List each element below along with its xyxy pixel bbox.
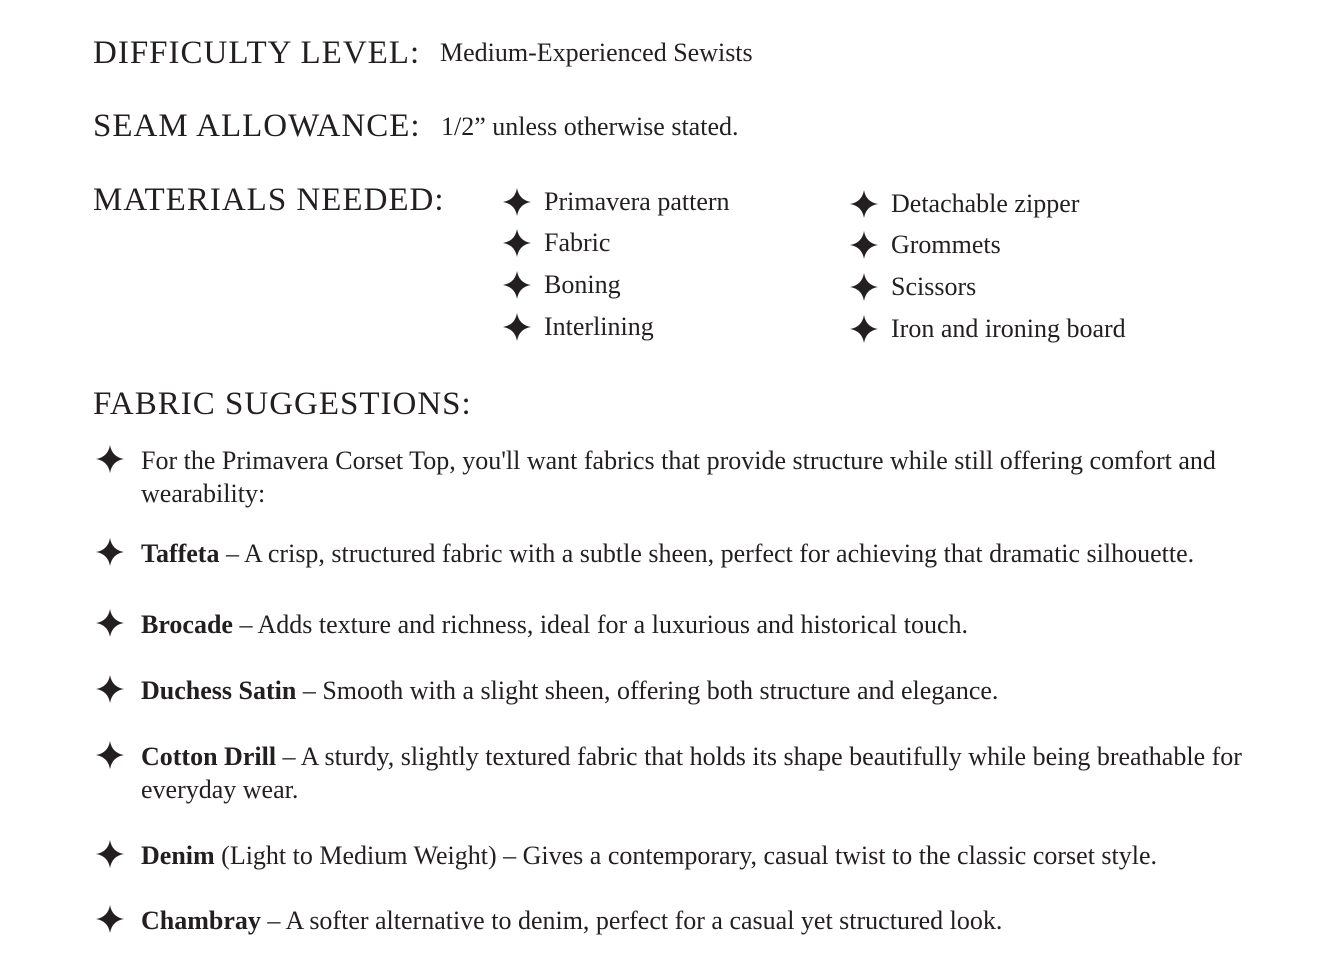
- list-item: [502, 266, 621, 304]
- list-item: [95, 674, 1325, 707]
- fabric-intro-text: For the Primavera Corset Top, you'll want fabrics that provide structure while still offering comfort and wearability:: [141, 446, 1216, 508]
- fabric-suggestions-label: FABRIC SUGGESTIONS:: [93, 386, 472, 422]
- star-bullet-icon: [502, 312, 532, 342]
- star-bullet-icon: [849, 272, 879, 302]
- list-item: [95, 740, 1325, 806]
- star-bullet-icon: [502, 228, 532, 258]
- difficulty-value: Medium-Experienced Sewists: [440, 38, 753, 67]
- list-item: [502, 224, 610, 262]
- star-bullet-icon: [849, 230, 879, 260]
- list-item: [502, 308, 654, 346]
- star-bullet-icon: [95, 674, 125, 704]
- star-bullet-icon: [95, 904, 125, 934]
- material-item-label: Interlining: [544, 312, 654, 341]
- material-item-label: Grommets: [891, 230, 1001, 259]
- fabric-name: Chambray: [141, 906, 261, 935]
- star-bullet-icon: [849, 189, 879, 219]
- fabric-name: Taffeta: [141, 539, 220, 568]
- material-item-label: Fabric: [544, 228, 611, 257]
- fabric-description: – A sturdy, slightly textured fabric that holds its shape beautifully while being breathable for everyday wear.: [141, 742, 1242, 804]
- materials-label: MATERIALS NEEDED:: [93, 182, 445, 218]
- list-item: [502, 183, 730, 221]
- seam-allowance-value: 1/2” unless otherwise stated.: [441, 112, 739, 141]
- fabric-description: – A softer alternative to denim, perfect for a casual yet structured look.: [260, 906, 1003, 935]
- fabric-name: Cotton Drill: [141, 742, 277, 771]
- list-item: [849, 310, 1126, 348]
- star-bullet-icon: [95, 444, 125, 474]
- list-item: [95, 608, 1325, 641]
- list-item: [95, 904, 1325, 937]
- material-item-label: Scissors: [891, 272, 977, 301]
- star-bullet-icon: [95, 608, 125, 638]
- fabric-description: – Smooth with a slight sheen, offering both structure and elegance.: [296, 676, 999, 705]
- star-bullet-icon: [502, 270, 532, 300]
- material-item-label: Detachable zipper: [891, 189, 1080, 218]
- fabric-name: Duchess Satin: [141, 676, 297, 705]
- star-bullet-icon: [95, 740, 125, 770]
- list-item: [849, 185, 1079, 223]
- star-bullet-icon: [95, 537, 125, 567]
- material-item-label: Primavera pattern: [544, 187, 730, 216]
- seam-allowance-label: SEAM ALLOWANCE:: [93, 108, 421, 144]
- list-item: [849, 268, 976, 306]
- list-item: [95, 839, 1325, 872]
- fabric-description: (Light to Medium Weight) – Gives a contemporary, casual twist to the classic corset style.: [214, 841, 1158, 870]
- fabric-description: – Adds texture and richness, ideal for a luxurious and historical touch.: [232, 610, 968, 639]
- fabric-intro: [95, 444, 1325, 510]
- list-item: [849, 226, 1001, 264]
- star-bullet-icon: [849, 314, 879, 344]
- difficulty-label: DIFFICULTY LEVEL:: [93, 35, 421, 71]
- material-item-label: Iron and ironing board: [891, 314, 1126, 343]
- list-item: [95, 537, 1325, 570]
- fabric-name: Denim: [141, 841, 215, 870]
- fabric-name: Brocade: [141, 610, 233, 639]
- star-bullet-icon: [95, 839, 125, 869]
- fabric-description: – A crisp, structured fabric with a subtle sheen, perfect for achieving that dramatic silhouette.: [219, 539, 1195, 568]
- material-item-label: Boning: [544, 270, 621, 299]
- star-bullet-icon: [502, 187, 532, 217]
